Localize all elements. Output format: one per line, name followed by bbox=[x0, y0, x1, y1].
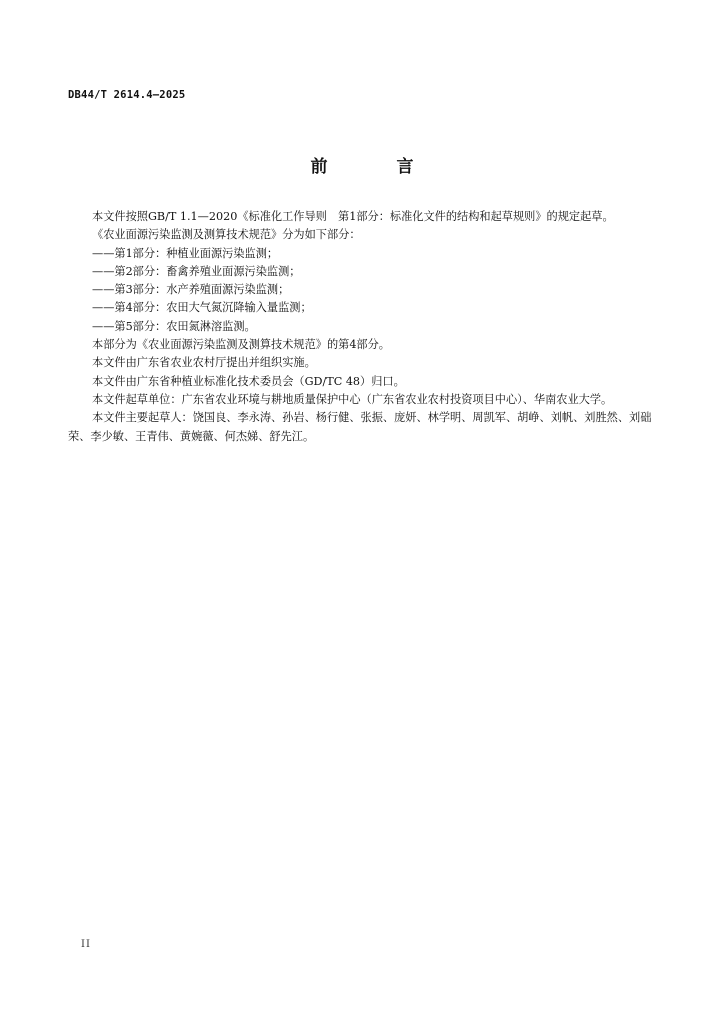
paragraph-proposer: 本文件由广东省农业农村厅提出并组织实施。 bbox=[92, 356, 316, 370]
standard-code-header: DB44/T 2614.4—2025 bbox=[68, 89, 186, 101]
paragraph-drafting-basis: 本文件按照GB/T 1.1—2020《标准化工作导则 第1部分：标准化文件的结构和起草规则》的规定起草。 bbox=[92, 210, 614, 223]
list-item-part-4: ——第4部分：农田大气氮沉降输入量监测； bbox=[92, 301, 312, 315]
paragraph-parts-intro: 《农业面源污染监测及测算技术规范》分为如下部分： bbox=[92, 228, 361, 242]
paragraph-part-statement: 本部分为《农业面源污染监测及测算技术规范》的第4部分。 bbox=[92, 338, 390, 352]
paragraph-drafters: 本文件主要起草人：饶国良、李永涛、孙岩、杨行健、张振、庞妍、林学明、周凯军、胡峥、刘帆、刘胜然、刘础荣、李少敏、王青伟、黄婉薇、何杰娣、舒先江。 bbox=[68, 411, 652, 443]
page-title: 前 言 bbox=[310, 157, 440, 177]
paragraph-centralized-unit: 本文件由广东省种植业标准化技术委员会（GD/TC 48）归口。 bbox=[92, 374, 405, 388]
list-item-part-3: ——第3部分：水产养殖面源污染监测； bbox=[92, 283, 290, 297]
page-number: II bbox=[81, 939, 91, 950]
list-item-part-5: ——第5部分：农田氮淋溶监测。 bbox=[92, 319, 256, 333]
list-item-part-2: ——第2部分：畜禽养殖业面源污染监测； bbox=[92, 264, 301, 278]
foreword-body bbox=[68, 208, 656, 446]
paragraph-drafting-units: 本文件起草单位：广东省农业环境与耕地质量保护中心（广东省农业农村投资项目中心）、华南农业大学。 bbox=[92, 392, 613, 406]
list-item-part-1: ——第1部分：种植业面源污染监测； bbox=[92, 246, 279, 260]
